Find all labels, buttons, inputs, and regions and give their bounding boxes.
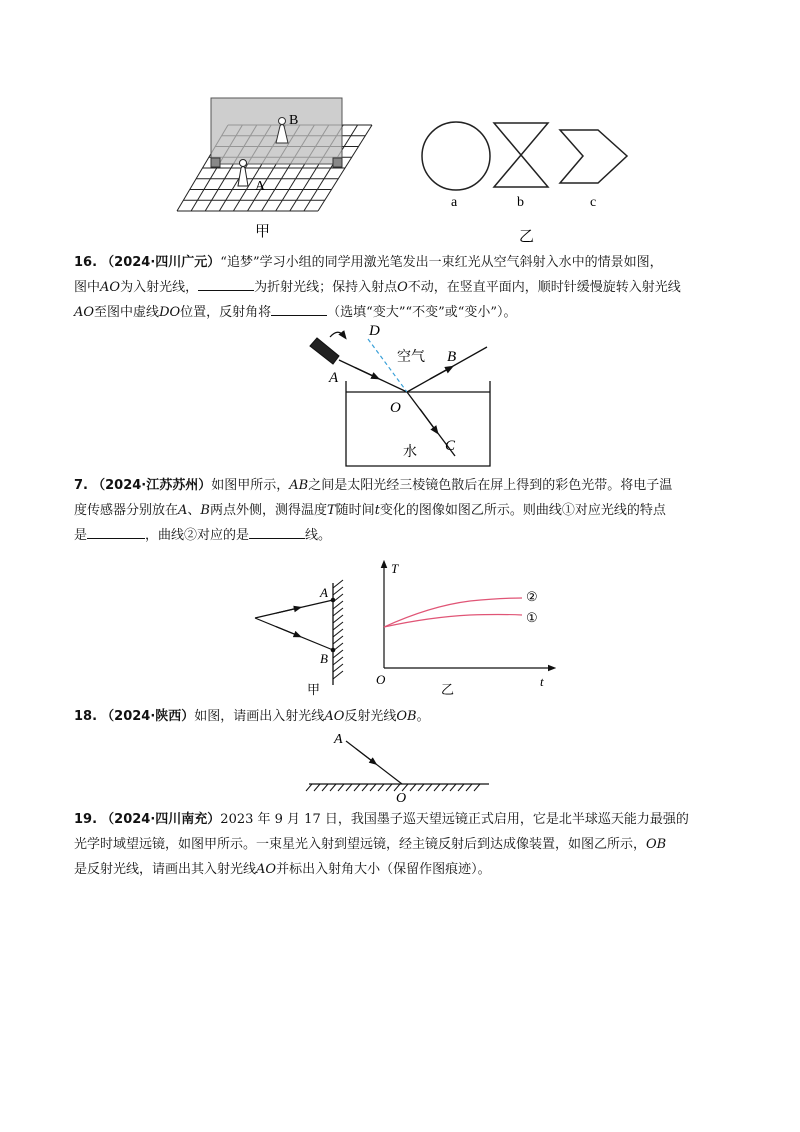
question-18 [74, 704, 734, 729]
mirror-hatch-line [322, 784, 328, 791]
mirror-hatch-line [346, 784, 352, 791]
question-19 [74, 807, 734, 882]
q16-text-1: “追梦”学习小组的同学用激光笔发出一束红光从空气斜射入水中的情景如图， [220, 255, 663, 270]
water-tank [346, 381, 490, 466]
q7-blank-2[interactable] [249, 524, 305, 539]
q18-label-a: A [334, 732, 343, 747]
q16-line-1 [74, 250, 734, 275]
q7-curve-label-1: ① [526, 610, 538, 625]
q16-label-b: B [447, 349, 457, 365]
caption-jia-top: 甲 [255, 224, 271, 240]
q16-text-3a: 至图中虚线 [94, 305, 160, 320]
q7-text-3b: ，曲线②对应的是 [145, 528, 250, 543]
mirror-hatch-line [418, 784, 424, 791]
q16-var-o: O [397, 280, 408, 295]
q16-text-3b: 位置，反射角将 [180, 305, 272, 320]
q7-text-2b: 两点外侧，测得温度 [209, 503, 327, 518]
mirror-hatch-line [410, 784, 416, 791]
q7-text-3a: 是 [74, 528, 88, 543]
q16-label-a: A [329, 370, 339, 386]
plane-mirror-figure [177, 98, 372, 240]
q19-var-ao: AO [256, 862, 277, 877]
screen-hatch-line [333, 622, 343, 630]
label-a: A [255, 179, 266, 194]
mirror-hatch-line [386, 784, 392, 791]
mirror-hatch-line [466, 784, 472, 791]
q19-number: 19. [74, 812, 98, 827]
q7-number: 7. [74, 478, 88, 493]
q16-var-do: DO [159, 305, 181, 320]
q19-line-2 [74, 832, 734, 857]
q16-blank-1[interactable] [198, 276, 254, 291]
shape-label-a: a [451, 195, 458, 210]
q18-var-ao: AO [324, 709, 345, 724]
mirror-hatch-line [338, 784, 344, 791]
q7-var-t: T [327, 503, 336, 518]
q18-label-o: O [396, 791, 407, 806]
mirror-hatch-line [370, 784, 376, 791]
screen-hatch-line [333, 636, 343, 644]
q18-figure [0, 728, 800, 808]
question-7 [74, 473, 734, 548]
q16-label-o: O [390, 400, 401, 416]
mirror-hatch-line [442, 784, 448, 791]
caption-yi-top: 乙 [519, 229, 535, 245]
mirror-hatch-line [306, 784, 312, 791]
q7-curve-label-2: ② [526, 589, 538, 604]
q16-var-ao-2: AO [74, 305, 95, 320]
q7-label-a: A [320, 585, 328, 600]
q7-source: （2024·江苏苏州） [92, 478, 212, 493]
q16-label-c: C [445, 438, 456, 454]
q16-blank-2[interactable] [271, 301, 327, 316]
q18-source: （2024·陕西） [101, 709, 195, 724]
shape-circle [422, 122, 490, 190]
q18-ray-ao-arrow [356, 749, 374, 763]
screen-hatch-line [333, 608, 343, 616]
screen-hatch-line [333, 671, 343, 679]
mirror-hatch-line [474, 784, 480, 791]
q18-text-c: 。 [416, 709, 430, 724]
laser-pen [310, 338, 339, 364]
q7-var-a: A [178, 503, 188, 518]
q18-var-ob: OB [396, 709, 417, 724]
mirror-hatch-line [450, 784, 456, 791]
q7-blank-1[interactable] [87, 524, 145, 539]
q7-text-1b: 之间是太阳光经三棱镜色散后在屏上得到的彩色光带。将电子温 [308, 478, 673, 493]
q18-line-1 [74, 704, 734, 729]
q7-label-b: B [320, 651, 328, 666]
shape-label-b: b [517, 195, 524, 210]
screen-hatch-line [333, 664, 343, 672]
q18-number: 18. [74, 709, 98, 724]
q7-axis-label-time: t [540, 674, 544, 689]
q16-source: （2024·四川广元） [101, 255, 221, 270]
q18-text-b: 反射光线 [344, 709, 397, 724]
mirror-hatch-line [362, 784, 368, 791]
q19-text-1: 2023 年 9 月 17 日，我国墨子巡天望远镜正式启用，它是北半球巡天能力最强的 [220, 812, 689, 827]
q7-axis-label-o: O [376, 672, 386, 687]
mirror-hatch-line [378, 784, 384, 791]
q16-label-d: D [369, 323, 380, 339]
q16-var-ao: AO [100, 280, 121, 295]
candle-a [238, 166, 248, 186]
ray-oc-arrow [420, 409, 436, 431]
q16-number: 16. [74, 255, 98, 270]
q7-axis-label-t: T [391, 561, 399, 576]
q7-var-ab: AB [289, 478, 309, 493]
shape-hourglass [494, 123, 548, 187]
q7-sep: 、 [187, 503, 201, 518]
q7-screen [333, 580, 343, 685]
q19-text-3b: 并标出入射角大小（保留作图痕迹）。 [276, 862, 491, 877]
screen-hatch-line [333, 601, 343, 609]
top-figure [0, 0, 800, 250]
q19-text-2: 光学时域望远镜，如图甲所示。一束星光入射到望远镜，经主镜反射后到达成像装置，如图乙所示， [74, 837, 647, 852]
mirror-hatch-line [434, 784, 440, 791]
mirror-hatch-line [402, 784, 408, 791]
question-16 [74, 250, 734, 325]
ray-do-dashed [368, 339, 407, 392]
mirror-hatch-line [314, 784, 320, 791]
glass-plate [211, 98, 342, 164]
q16-label-air: 空气 [397, 350, 425, 365]
q19-line-1 [74, 807, 734, 832]
glass-stand-right [333, 158, 342, 167]
rotation-arrow-icon [330, 332, 344, 337]
q19-line-3 [74, 857, 734, 882]
candle-a-flame [240, 160, 247, 167]
shapes-figure [422, 122, 627, 190]
q7-ray-a-arrow [276, 608, 298, 613]
mirror-hatch-line [394, 784, 400, 791]
q7-point-a [331, 598, 336, 603]
q16-label-water: 水 [403, 445, 417, 460]
ray-ob-arrow [430, 368, 450, 379]
q16-figure [0, 320, 800, 470]
q7-line-1 [74, 473, 734, 498]
q7-figure [0, 555, 800, 705]
q7-caption-yi: 乙 [441, 682, 455, 697]
q16-text-2d: 不动，在竖直平面内，顺时针缓慢旋转入射光线 [407, 280, 681, 295]
shape-label-c: c [590, 195, 597, 210]
shape-chevron [560, 130, 627, 183]
q7-text-2c: 随时间 [335, 503, 375, 518]
q18-text-a: 如图，请画出入射光线 [194, 709, 325, 724]
q7-point-b [331, 648, 336, 653]
q19-text-3a: 是反射光线，请画出其入射光线 [74, 862, 257, 877]
screen-hatch-line [333, 615, 343, 623]
screen-hatch-line [333, 657, 343, 665]
q16-line-2 [74, 275, 734, 300]
q7-curve-1 [384, 615, 522, 628]
mirror-hatch-line [330, 784, 336, 791]
mirror-hatch-line [426, 784, 432, 791]
q7-var-b: B [200, 503, 210, 518]
mirror-hatch-line [458, 784, 464, 791]
candle-b-flame [279, 118, 286, 125]
q19-var-ob: OB [646, 837, 667, 852]
screen-hatch-line [333, 629, 343, 637]
mirror-hatch-line [354, 784, 360, 791]
screen-hatch-line [333, 580, 343, 588]
q19-source: （2024·四川南充） [101, 812, 221, 827]
q7-text-1a: 如图甲所示， [211, 478, 290, 493]
q7-var-time: t [374, 503, 380, 518]
q16-text-3c: （选填“变大”“不变”或“变小”）。 [327, 305, 517, 320]
q7-text-2d: 变化的图像如图乙所示。则曲线①对应光线的特点 [379, 503, 666, 518]
q7-ray-b-arrow [276, 627, 298, 636]
q7-line-3 [74, 523, 734, 548]
q7-text-3c: 线。 [305, 528, 332, 543]
q7-text-2a: 度传感器分别放在 [74, 503, 179, 518]
screen-hatch-line [333, 587, 343, 595]
q7-caption-jia: 甲 [307, 682, 321, 697]
label-b: B [289, 113, 299, 128]
q7-line-2 [74, 498, 734, 523]
glass-stand-left [211, 158, 220, 167]
q16-text-2b: 为入射光线， [120, 280, 199, 295]
ray-ao-arrow [355, 368, 376, 378]
q16-text-2a: 图中 [74, 280, 101, 295]
q16-text-2c: 为折射光线；保持入射点 [254, 280, 398, 295]
